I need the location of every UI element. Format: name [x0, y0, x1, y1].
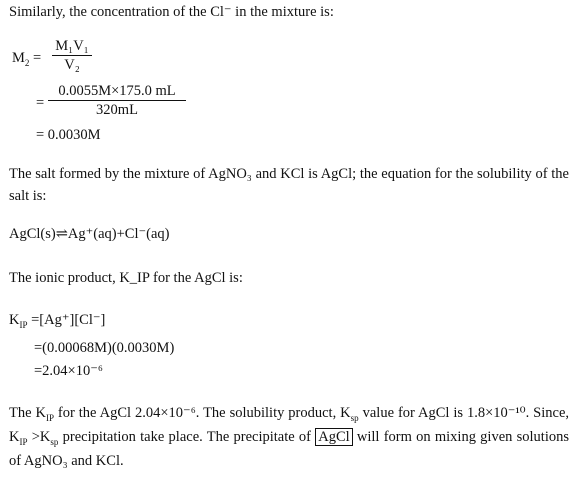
conclusion-text-1: The K	[9, 405, 46, 421]
m2-numerator: M₁V₁	[55, 38, 89, 54]
ionic-intro: The ionic product, K_IP for the AgCl is:	[9, 270, 243, 286]
kip-line1	[9, 312, 105, 329]
kip-sub-1: IP	[45, 412, 54, 423]
kip-sub-2: IP	[19, 436, 28, 447]
kip-rhs: =[Ag⁺][Cl⁻]	[31, 312, 106, 328]
kip-line2: =(0.00068M)(0.0030M)	[34, 340, 175, 356]
ksp-sub-1: sp	[350, 412, 359, 423]
step1-denominator: 320mL	[96, 102, 138, 118]
step1-equals: =	[36, 95, 45, 111]
step1-numerator: 0.0055M×175.0 mL	[58, 83, 176, 99]
step2-result: = 0.0030M	[36, 127, 101, 143]
kip-line3: =2.04×10⁻⁶	[34, 363, 103, 379]
step1-fraction	[48, 83, 186, 119]
salt-paragraph: The salt formed by the mixture of AgNO₃ and KCl is AgCl; the equation for the solubility of the salt is:	[9, 166, 569, 204]
equilibrium-equation: AgCl(s)⇌Ag⁺(aq)+Cl⁻(aq)	[9, 226, 170, 242]
boxed-answer: AgCl	[315, 428, 352, 446]
ksp-sub-2: sp	[50, 436, 59, 447]
m2-fraction	[52, 38, 92, 74]
conclusion-text-3: value for AgCl is 1.8×10⁻¹⁰. Since, K	[9, 405, 570, 445]
m2-lhs	[12, 50, 41, 67]
conclusion-text-5: precipitation take place. The precipitate of	[58, 429, 316, 445]
m2-symbol: M	[12, 50, 25, 66]
conclusion-text-6: will form on mixing given solutions of AgNO₃ and KCl.	[9, 429, 569, 469]
kip-symbol: K	[9, 312, 20, 328]
m2-subscript: 2	[24, 57, 30, 68]
conclusion-text-2: for the AgCl 2.04×10⁻⁶. The solubility product, K	[53, 405, 351, 421]
kip-subscript: IP	[19, 319, 28, 330]
intro-text: Similarly, the concentration of the Cl⁻ in the mixture is:	[9, 4, 334, 20]
conclusion-paragraph	[9, 401, 569, 473]
conclusion-text-4: >K	[27, 429, 51, 445]
m2-denominator: V₂	[64, 57, 80, 73]
m2-equals: =	[33, 50, 42, 66]
